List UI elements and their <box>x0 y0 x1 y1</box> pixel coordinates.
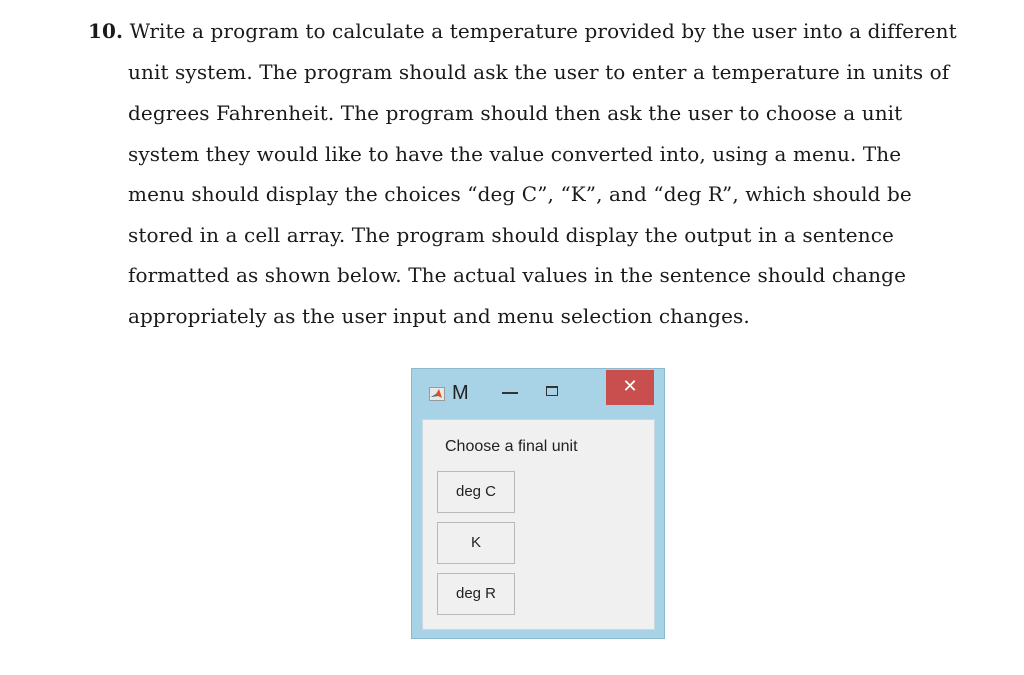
problem-line-2: unit system. The program should ask the user to enter a temperature in units of <box>128 60 950 84</box>
choice-k-button[interactable]: K <box>437 522 515 564</box>
problem-line-1 <box>88 18 957 44</box>
matlab-icon <box>429 387 445 401</box>
menu-prompt: Choose a final unit <box>445 438 578 455</box>
menu-window <box>411 368 665 639</box>
problem-line-7: formatted as shown below. The actual values in the sentence should change <box>128 263 907 287</box>
problem-number: 10. <box>88 19 124 43</box>
problem-line-6: stored in a cell array. The program should display the output in a sentence <box>128 223 894 247</box>
minimize-button[interactable] <box>498 379 524 403</box>
window-title: M <box>452 382 469 404</box>
problem-line-5: menu should display the choices “deg C”, “K”, and “deg R”, which should be <box>128 182 912 206</box>
menu-client-area <box>422 419 655 630</box>
maximize-button[interactable] <box>538 381 564 405</box>
choice-deg-c-button[interactable]: deg C <box>437 471 515 513</box>
problem-text-line: Write a program to calculate a temperature provided by the user into a different <box>129 19 957 43</box>
problem-line-4: system they would like to have the value converted into, using a menu. The <box>128 142 902 166</box>
problem-line-8: appropriately as the user input and menu selection changes. <box>128 304 750 328</box>
close-button[interactable]: ✕ <box>606 370 654 405</box>
choice-deg-r-button[interactable]: deg R <box>437 573 515 615</box>
problem-line-3: degrees Fahrenheit. The program should then ask the user to choose a unit <box>128 101 903 125</box>
title-bar[interactable] <box>412 369 664 407</box>
